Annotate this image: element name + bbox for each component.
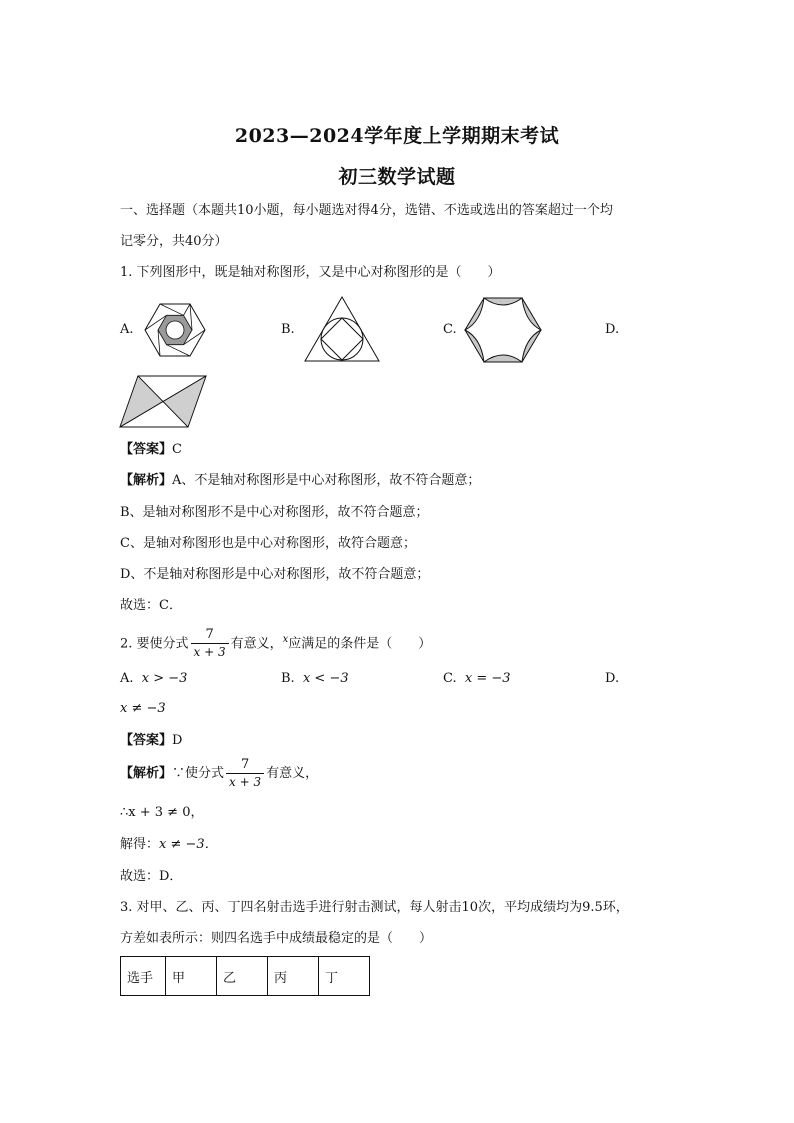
q2-conclusion: 故选：D． [120, 869, 183, 884]
q1-option-b-label: B. [281, 322, 295, 337]
document-title: 2023—2024学年度上学期期末考试 [234, 125, 560, 147]
q2-step3 [120, 836, 218, 854]
q1-analysis-a: A、不是轴对称图形是中心对称图形，故不符合题意； [172, 473, 481, 488]
table-header-cell: 乙 [217, 957, 268, 996]
q1-option-c-label: C. [443, 322, 457, 337]
q2-stem-post: 有意义， [230, 636, 283, 652]
q1-answer [120, 441, 182, 459]
q2-option-b [281, 671, 349, 686]
q2-analysis-fraction [226, 757, 264, 790]
q2-answer [120, 732, 182, 750]
q2-option-b-label: B. [281, 671, 295, 686]
q2-option-c-value: x = −3 [464, 671, 511, 686]
q2-option-a-value: x > −3 [141, 671, 188, 686]
figure-d-parallelogram [120, 374, 208, 429]
table-header-cell: 选手 [121, 957, 166, 996]
q2-option-b-value: x < −3 [302, 671, 349, 686]
q2-option-c-label: C. [443, 671, 457, 686]
q1-analysis-c: C、是轴对称图形也是中心对称图形，故符合题意； [120, 536, 416, 551]
q1-analysis-tag: 【解析】 [120, 473, 173, 488]
q2-analysis-pre: ∵使分式 [172, 766, 225, 781]
q1-conclusion: 故选：C． [120, 598, 182, 613]
q2-option-a [120, 671, 187, 686]
q3-stem-line1: 3. 对甲、乙、丙、丁四名射击选手进行射击测试，每人射击10次，平均成绩均为9.5环， [120, 900, 629, 915]
q2-stem-end: 应满足的条件是（ ） [288, 636, 432, 652]
q2-fraction-denominator: x + 3 [191, 643, 229, 660]
q1-analysis-b: B、是轴对称图形不是中心对称图形，故不符合题意； [120, 505, 429, 520]
q2-analysis-post: 有意义， [266, 766, 319, 781]
q2-analysis-fraction-numerator: 7 [240, 757, 250, 772]
q2-answer-tag: 【答案】 [120, 733, 173, 748]
q3-stem-line2: 方差如表所示：则四名选手中成绩最稳定的是（ ） [120, 931, 433, 946]
q2-option-a-label: A. [120, 671, 134, 686]
q2-fraction [191, 627, 229, 660]
q2-answer-value: D [172, 733, 183, 748]
q1-answer-value: C [172, 442, 182, 457]
q2-fraction-numerator: 7 [205, 627, 214, 643]
q2-step3-label: 解得： [120, 837, 160, 852]
q2-analysis-line1 [120, 757, 318, 791]
q2-analysis-tag: 【解析】 [120, 766, 173, 781]
table-row [121, 957, 370, 996]
q1-analysis-d: D、不是轴对称图形是中心对称图形，故不符合题意； [120, 567, 430, 582]
q1-analysis-line1 [120, 472, 480, 490]
q2-stem-pre: 2. 要使分式 [120, 636, 189, 652]
q2-analysis-fraction-denominator: x + 3 [226, 773, 264, 790]
table-header-cell: 甲 [166, 957, 217, 996]
q2-step3-value: x ≠ −3． [159, 837, 218, 852]
q1-option-a-label: A. [120, 322, 134, 337]
q2-option-d-value: x ≠ −3 [120, 701, 166, 716]
section-heading-line2: 记零分，共40分） [120, 234, 228, 249]
table-header-cell: 丙 [268, 957, 319, 996]
q2-variable: x [282, 634, 289, 645]
q2-stem [120, 623, 431, 661]
section-heading-line1: 一、选择题（本题共10小题，每小题选对得4分，选错、不选或选出的答案超过一个均 [120, 203, 613, 218]
q1-answer-tag: 【答案】 [120, 442, 173, 457]
q2-option-d-label: D. [605, 671, 620, 686]
q1-stem: 1. 下列图形中，既是轴对称图形，又是中心对称图形的是（ ） [120, 265, 501, 280]
table-header-cell: 丁 [319, 957, 370, 996]
q2-step2: ∴x + 3 ≠ 0， [120, 805, 204, 820]
document-subtitle: 初三数学试题 [338, 166, 456, 188]
figure-a-hexagon-pinwheel [142, 297, 208, 363]
q1-option-d-label: D. [605, 322, 620, 337]
figure-c-hexagon-arcs [463, 296, 543, 364]
variance-table [120, 956, 370, 996]
q2-option-c [443, 671, 511, 686]
figure-b-triangle-circle-square [303, 295, 381, 363]
